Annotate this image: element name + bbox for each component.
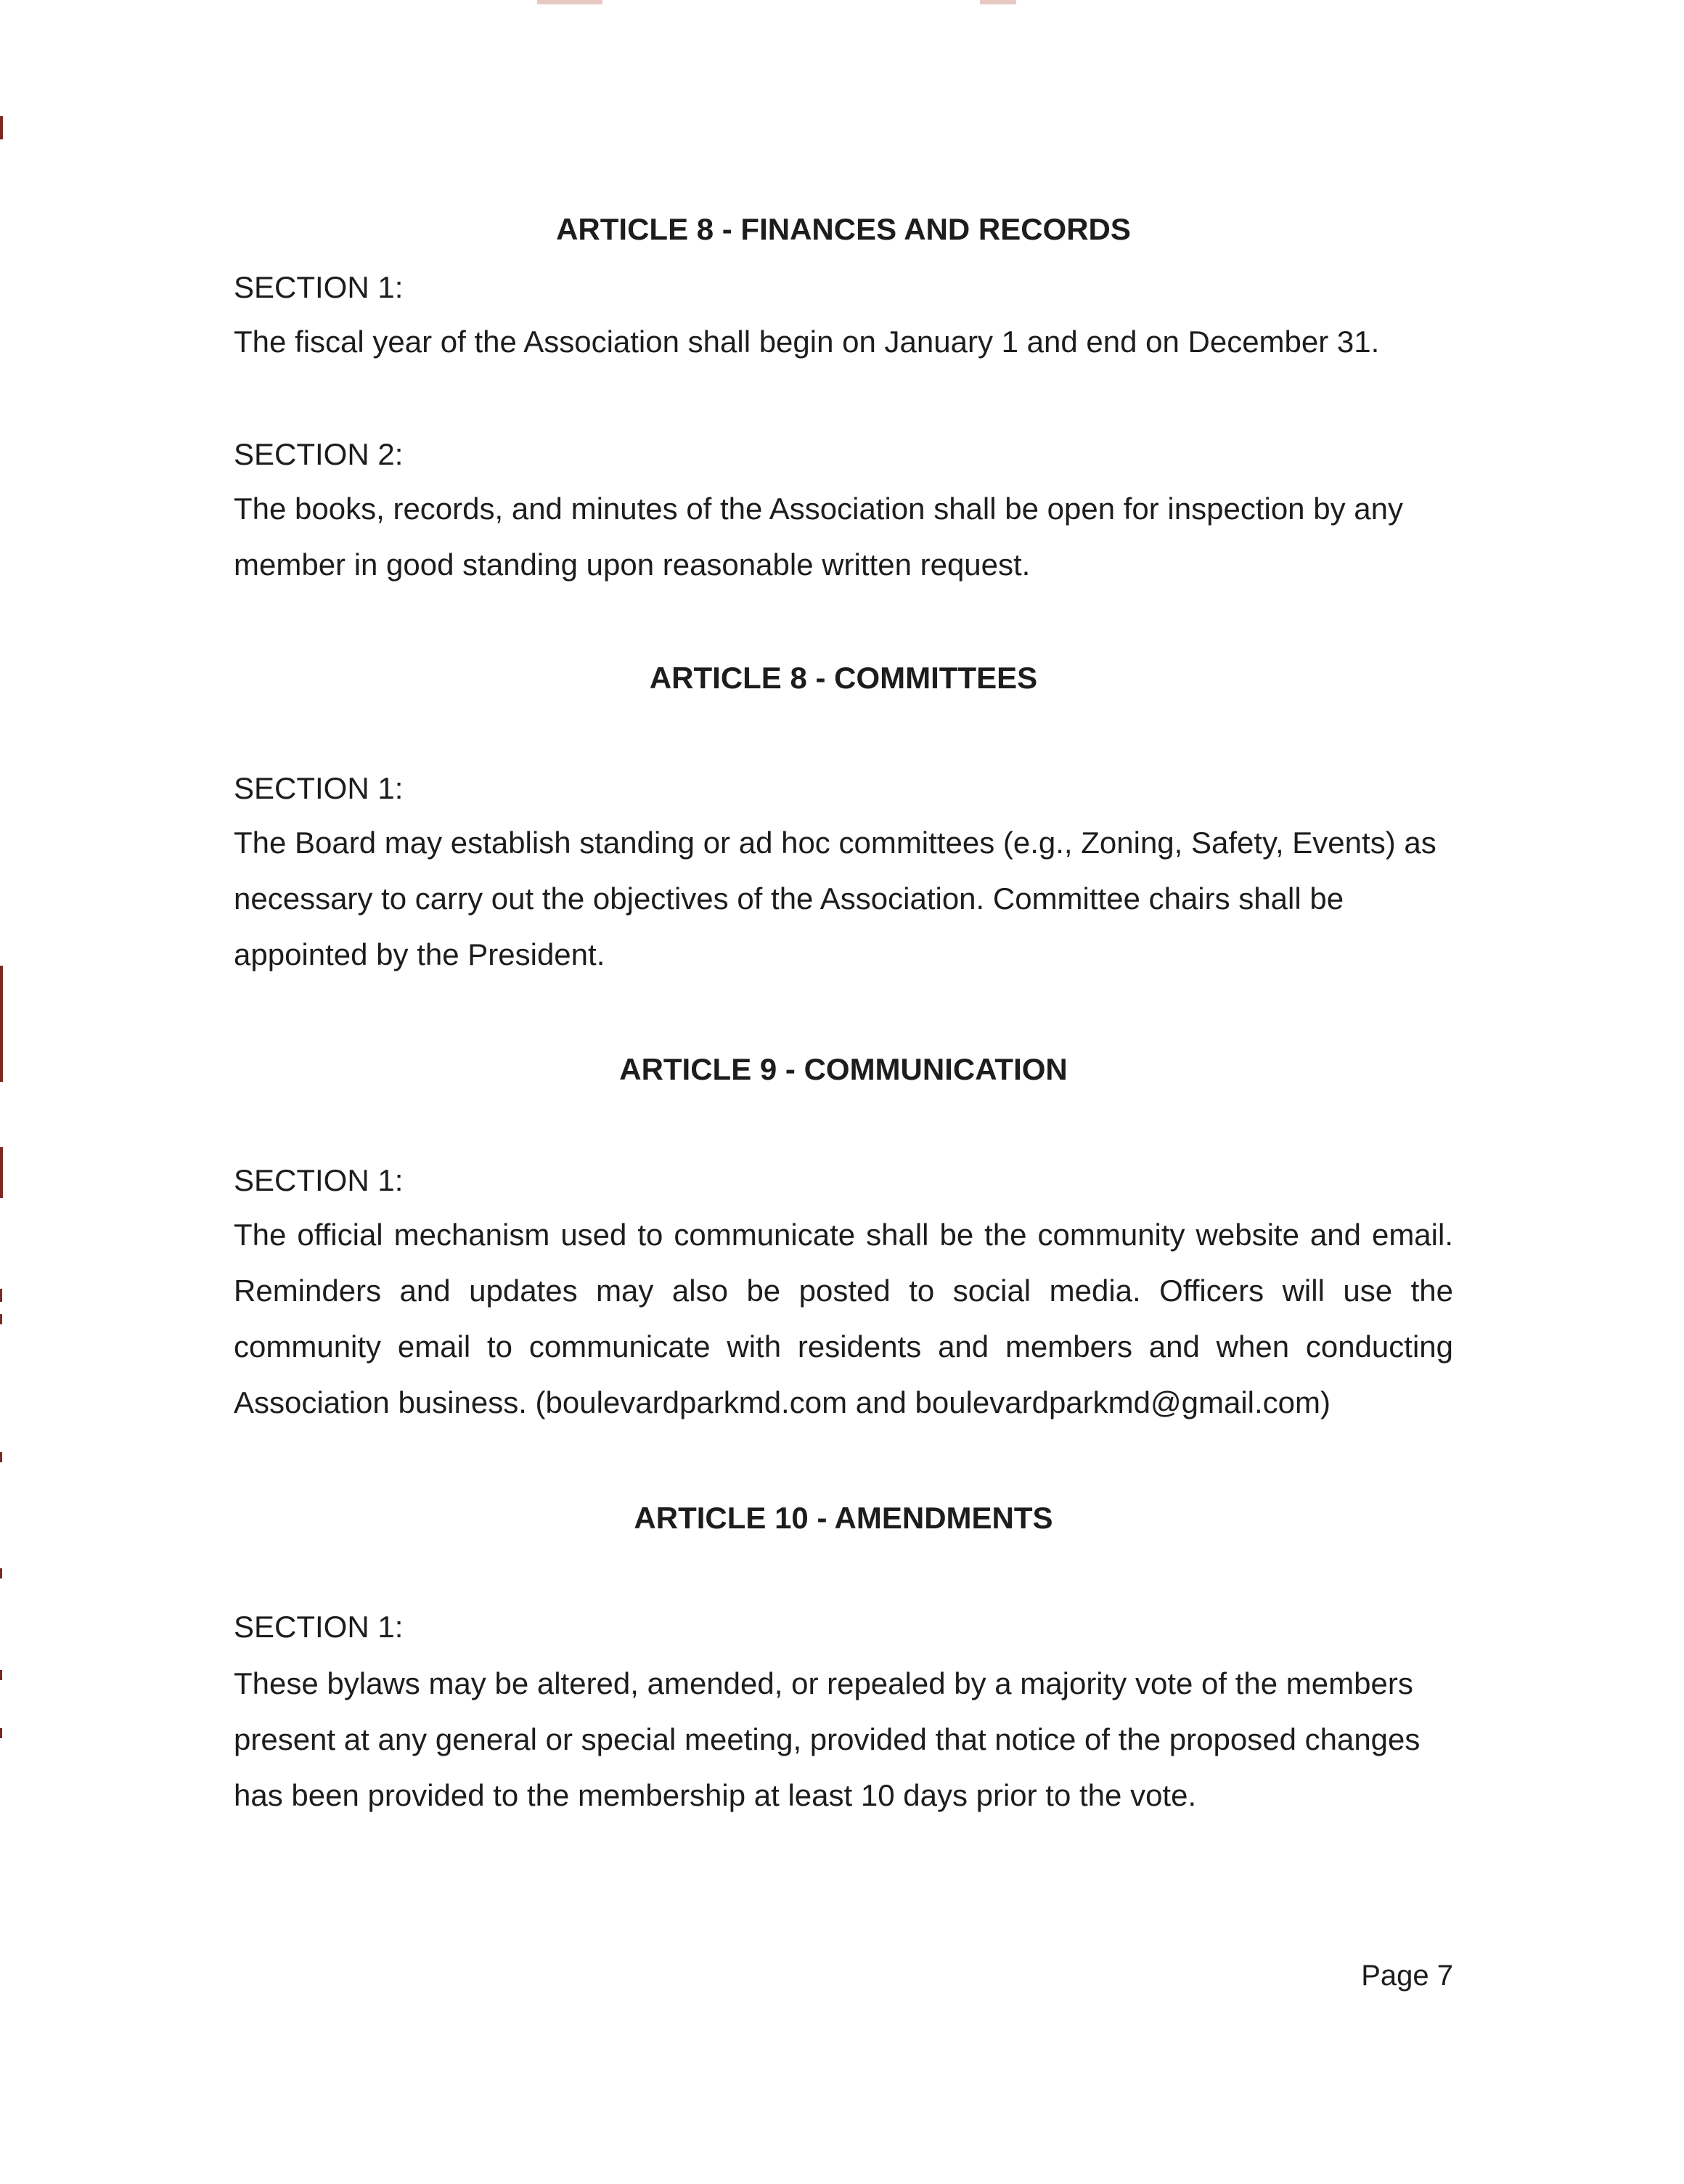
- section-label: SECTION 2:: [234, 437, 404, 471]
- section-text: The Board may establish standing or ad hoc committees (e.g., Zoning, Safety, Events) as necessary to carry out the objectives of the Association. Committee chairs shall be appointed by the President.: [234, 826, 1436, 971]
- scan-artifact: [0, 116, 3, 139]
- page-number: Page 7: [1361, 1960, 1453, 1992]
- section-text: These bylaws may be altered, amended, or repealed by a majority vote of the members present at any general or special meeting, provided that notice of the proposed changes has been provided to the membership at least 10 days prior to the vote.: [234, 1666, 1421, 1812]
- section-text: The official mechanism used to communicate shall be the community website and email. Reminders and updates may also be posted to social media. Officers will use the community email to communicate with residents and members and when conducting Association business. (boulevardparkmd.com and boulevardparkmd@gmail.com): [234, 1218, 1453, 1419]
- section-text: The fiscal year of the Association shall begin on January 1 and end on December 31.: [234, 325, 1380, 359]
- scan-artifact: [0, 1728, 2, 1738]
- scan-artifact: [0, 966, 3, 1082]
- section-label: SECTION 1:: [234, 1610, 404, 1644]
- article-heading: ARTICLE 9 - COMMUNICATION: [619, 1052, 1068, 1086]
- scan-artifact: [0, 1568, 2, 1578]
- section-label: SECTION 1:: [234, 1163, 404, 1197]
- article-heading: ARTICLE 8 - FINANCES AND RECORDS: [556, 212, 1131, 246]
- scan-artifact: [980, 0, 1016, 4]
- article-heading: ARTICLE 8 - COMMITTEES: [649, 661, 1038, 695]
- scan-artifact: [0, 1147, 3, 1198]
- section-text: The books, records, and minutes of the Association shall be open for inspection by any member in good standing upon reasonable written request.: [234, 492, 1403, 582]
- section-label: SECTION 1:: [234, 771, 404, 805]
- scan-artifact: [537, 0, 602, 4]
- article-heading: ARTICLE 10 - AMENDMENTS: [634, 1501, 1053, 1535]
- scan-artifact: [0, 1289, 2, 1302]
- scan-artifact: [0, 1314, 2, 1324]
- scan-artifact: [0, 1670, 2, 1680]
- scan-artifact: [0, 1452, 2, 1462]
- section-label: SECTION 1:: [234, 270, 404, 304]
